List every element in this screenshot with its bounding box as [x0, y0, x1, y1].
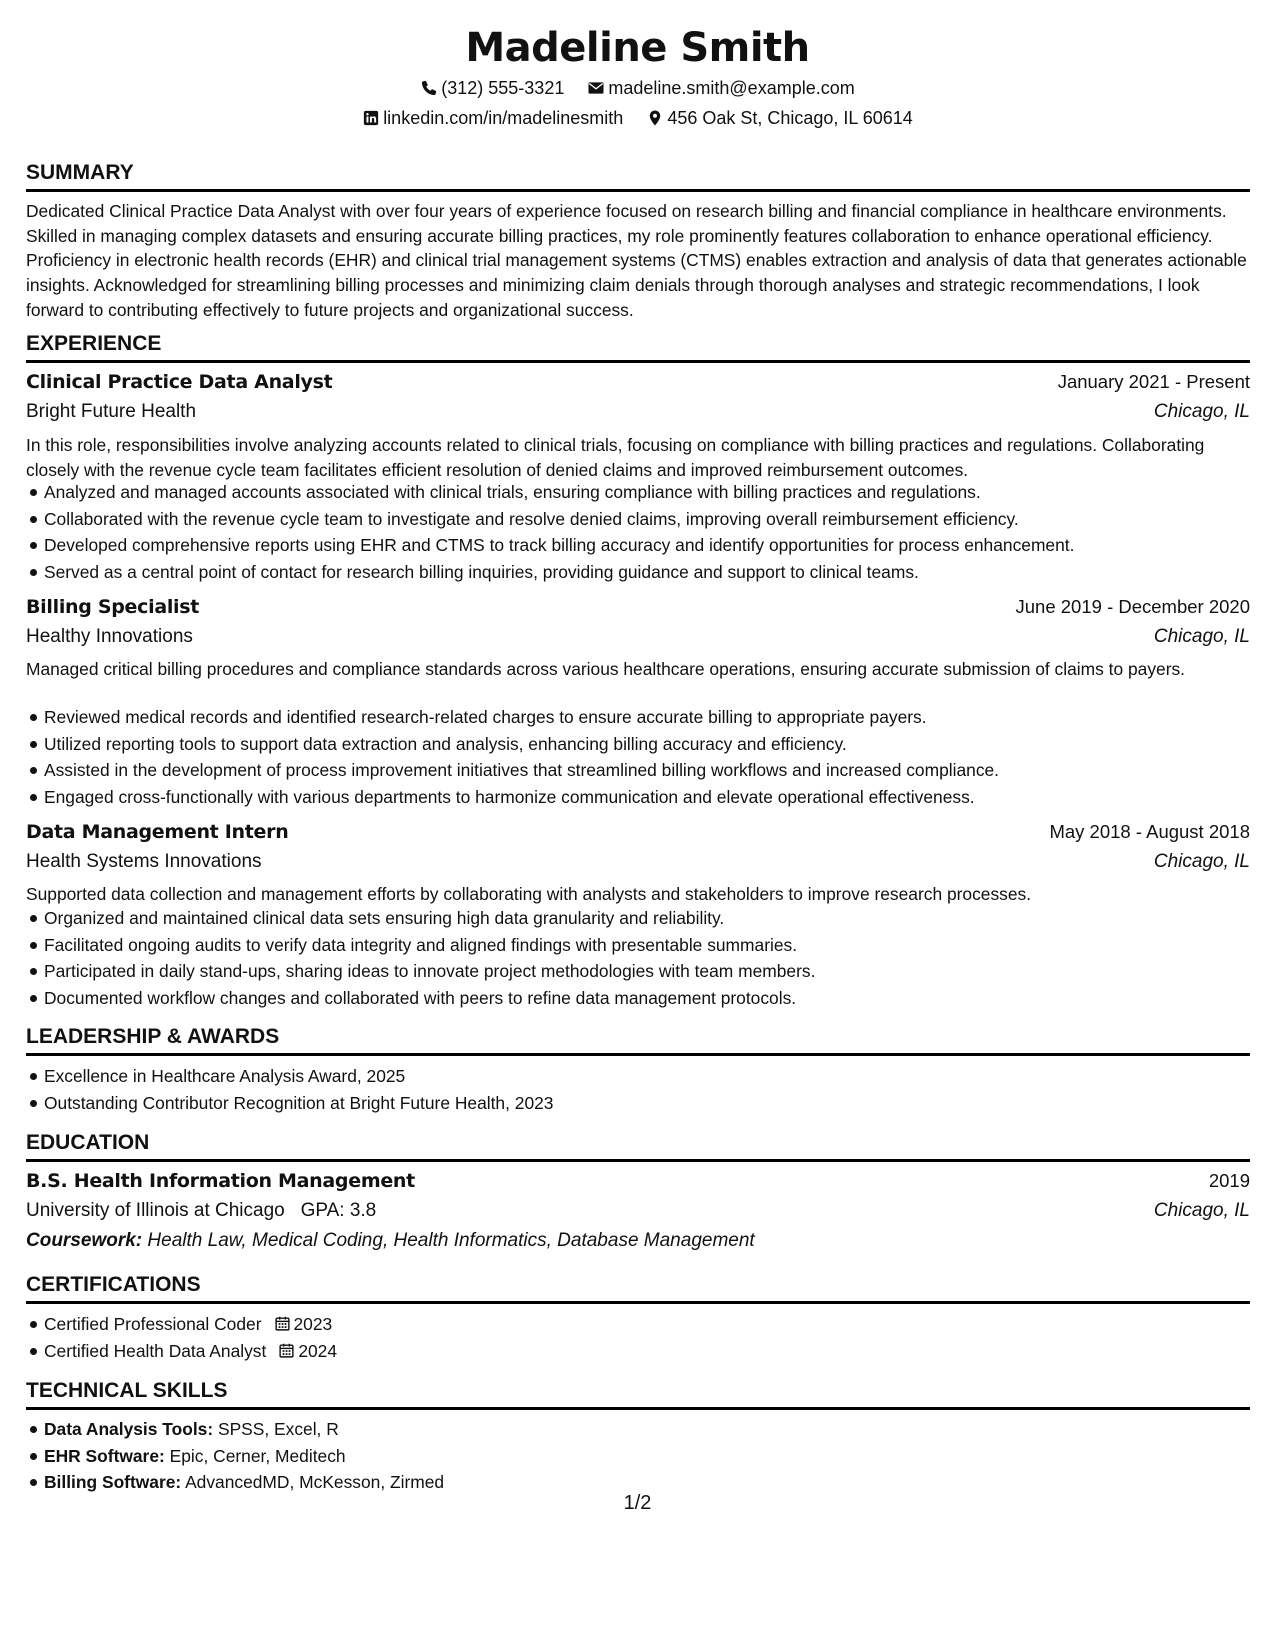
cert-name: Certified Professional Coder — [44, 1314, 262, 1334]
list-item: Reviewed medical records and identified research-related charges to ensure accurate billing to appropriate payers. — [26, 704, 1250, 731]
linkedin-icon — [362, 109, 380, 127]
list-item: Participated in daily stand-ups, sharing ideas to innovate project methodologies with team members. — [26, 958, 1250, 985]
envelope-icon — [587, 79, 605, 97]
list-item: Excellence in Healthcare Analysis Award, 2025 — [26, 1063, 1250, 1090]
job-title: Billing Specialist — [26, 596, 200, 618]
section-title-education: EDUCATION — [26, 1130, 1250, 1162]
job-company: Health Systems Innovations — [26, 851, 262, 872]
skills-list — [26, 1416, 1250, 1496]
job-company: Healthy Innovations — [26, 626, 193, 647]
skill-label: EHR Software: — [44, 1445, 165, 1466]
job-bullets-2 — [26, 704, 1250, 810]
education-subheader — [26, 1197, 1250, 1225]
job-title: Clinical Practice Data Analyst — [26, 371, 333, 393]
job-header-2 — [26, 593, 1250, 621]
coursework — [26, 1227, 755, 1255]
list-item: Outstanding Contributor Recognition at Bright Future Health, 2023 — [26, 1090, 1250, 1117]
map-pin-icon — [646, 109, 664, 127]
address-text: 456 Oak St, Chicago, IL 60614 — [667, 108, 913, 128]
list-item: Assisted in the development of process improvement initiatives that streamlined billing workflows and increased compliance. — [26, 757, 1250, 784]
phone-text: (312) 555-3321 — [441, 78, 565, 98]
school-location: Chicago, IL — [1153, 1200, 1250, 1221]
list-item — [26, 1338, 1250, 1365]
coursework-line — [26, 1227, 1250, 1255]
job-location: Chicago, IL — [1153, 626, 1250, 647]
gpa: GPA: 3.8 — [300, 1200, 377, 1221]
awards-list — [26, 1063, 1250, 1116]
list-item: Facilitated ongoing audits to verify data integrity and aligned findings with presentable summaries. — [26, 932, 1250, 959]
linkedin-text: linkedin.com/in/madelinesmith — [383, 108, 624, 128]
job-dates: June 2019 - December 2020 — [1015, 596, 1250, 617]
job-location: Chicago, IL — [1153, 401, 1250, 422]
coursework-label: Coursework: — [26, 1230, 143, 1251]
candidate-name: Madeline Smith — [465, 25, 810, 71]
school-name: University of Illinois at Chicago — [26, 1200, 285, 1221]
school-line — [26, 1197, 376, 1225]
section-title-experience: EXPERIENCE — [26, 331, 1250, 363]
job-subheader-3 — [26, 848, 1250, 876]
email-text: madeline.smith@example.com — [608, 78, 855, 98]
page-number: 1/2 — [623, 1492, 652, 1514]
job-header-1 — [26, 368, 1250, 396]
job-location: Chicago, IL — [1153, 851, 1250, 872]
list-item: Documented workflow changes and collaborated with peers to refine data management protocols. — [26, 985, 1250, 1012]
list-item: Engaged cross-functionally with various departments to harmonize communication and elevate operational effectiveness. — [26, 784, 1250, 811]
job-bullets-1 — [26, 479, 1250, 585]
section-title-awards: LEADERSHIP & AWARDS — [26, 1024, 1250, 1056]
skill-value: Epic, Cerner, Meditech — [169, 1445, 346, 1466]
job-dates: May 2018 - August 2018 — [1049, 821, 1250, 842]
list-item: Organized and maintained clinical data sets ensuring high data granularity and reliability. — [26, 905, 1250, 932]
list-item: Developed comprehensive reports using EHR and CTMS to track billing accuracy and identify opportunities for process enhancement. — [26, 532, 1250, 559]
job-company: Bright Future Health — [26, 401, 197, 422]
contact-line-2 — [0, 106, 1275, 133]
calendar-icon — [274, 1313, 291, 1330]
job-description: In this role, responsibilities involve analyzing accounts related to clinical trials, focusing on compliance with billing practices and regulations. Collaborating closely with the revenue cycle team facilitates efficient resolution of denied claims and improved reimbursement outcomes. — [26, 435, 1205, 480]
linkedin-item — [362, 106, 623, 130]
list-item: Collaborated with the revenue cycle team to investigate and resolve denied claims, improving overall reimbursement efficiency. — [26, 506, 1250, 533]
cert-year: 2024 — [298, 1340, 338, 1361]
summary-text: Dedicated Clinical Practice Data Analyst with over four years of experience focused on research billing and financial compliance in healthcare environments. Skilled in managing complex datasets and ensuring accurate billing practices, my role prominently features collaboration to enhance operational efficiency. Proficiency in electronic health records (EHR) and clinical trial management systems (CTMS) enables extraction and analysis of data that generates actionable insights. Acknowledged for streamlining billing processes and minimizing claim denials through thorough analyses and strategic recommendations, I look forward to contributing effectively to future projects and organizational success. — [26, 201, 1247, 320]
degree: B.S. Health Information Management — [26, 1170, 415, 1192]
list-item — [26, 1311, 1250, 1338]
section-title-summary: SUMMARY — [26, 160, 1250, 192]
certifications-list — [26, 1311, 1250, 1364]
skill-label: Billing Software: — [44, 1472, 182, 1492]
skill-label: Data Analysis Tools: — [44, 1419, 214, 1439]
email-item — [587, 76, 854, 100]
list-item: Utilized reporting tools to support data extraction and analysis, enhancing billing accuracy and efficiency. — [26, 731, 1250, 758]
skill-value: SPSS, Excel, R — [217, 1419, 339, 1439]
job-subheader-2 — [26, 623, 1250, 651]
job-bullets-3 — [26, 905, 1250, 1011]
job-description: Supported data collection and management efforts by collaborating with analysts and stakeholders to improve research processes. — [26, 884, 1032, 904]
list-item — [26, 1416, 1250, 1443]
phone-item — [420, 76, 564, 100]
calendar-icon — [278, 1340, 295, 1357]
job-header-3 — [26, 818, 1250, 846]
section-title-certifications: CERTIFICATIONS — [26, 1272, 1250, 1304]
job-subheader-1 — [26, 398, 1250, 426]
graduation-year: 2019 — [1208, 1170, 1250, 1191]
address-item — [646, 106, 913, 130]
job-description: Managed critical billing procedures and compliance standards across various healthcare operations, ensuring accurate submission of claims to payers. — [26, 659, 1186, 679]
cert-name: Certified Health Data Analyst — [44, 1340, 267, 1361]
list-item: Served as a central point of contact for research billing inquiries, providing guidance and support to clinical teams. — [26, 559, 1250, 586]
list-item: Analyzed and managed accounts associated with clinical trials, ensuring compliance with billing practices and regulations. — [26, 479, 1250, 506]
section-title-skills: TECHNICAL SKILLS — [26, 1378, 1250, 1410]
education-header — [26, 1167, 1250, 1195]
list-item — [26, 1443, 1250, 1470]
contact-line-1 — [0, 76, 1275, 103]
skill-value: AdvancedMD, McKesson, Zirmed — [185, 1472, 445, 1492]
coursework-list: Health Law, Medical Coding, Health Informatics, Database Management — [147, 1230, 755, 1251]
cert-year: 2023 — [293, 1314, 333, 1334]
phone-icon — [420, 79, 438, 97]
job-dates: January 2021 - Present — [1057, 371, 1250, 392]
job-title: Data Management Intern — [26, 821, 289, 843]
